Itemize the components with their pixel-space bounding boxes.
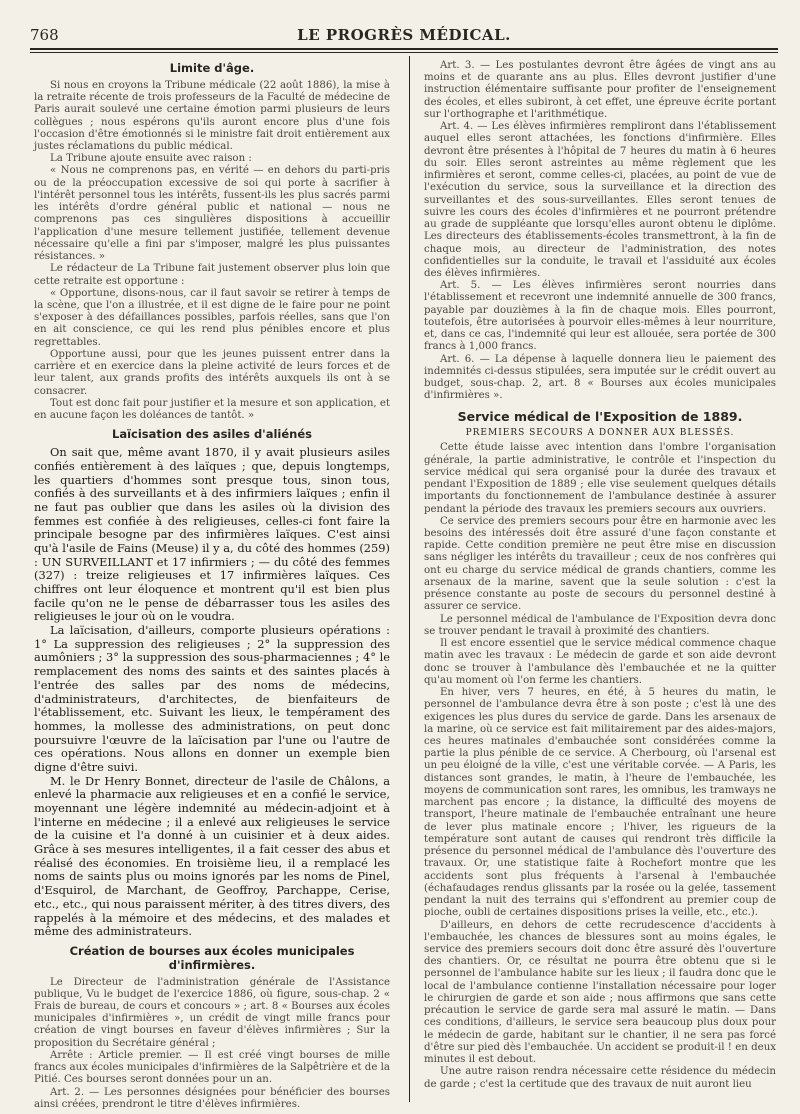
- right-column: [424, 60, 776, 1100]
- section-subtitle: PREMIERS SECOURS A DONNER AUX BLESSÉS.: [465, 427, 735, 438]
- paragraph: Il est encore essentiel que le service médical commence chaque matin avec les travaux : Le médecin de garde et son aide devront donc se trouver à l'ambulance dès l'embauchée et ne la quitter qu'au moment où l'on ferme les chantiers.: [424, 638, 776, 686]
- section-title-exposition: Service médical de l'Exposition de 1889.: [457, 408, 743, 424]
- column-divider: [409, 56, 410, 1102]
- paragraph: On sait que, même avant 1870, il y avait plusieurs asiles confiés entièrement à des laïques ; que, depuis longtemps, les quartiers d'hommes sont presque tous, sinon tous, confiés à des surveillants et à des infirmiers laïques ; enfin il ne faut pas oublier que dans les asiles où la division des femmes est confiée à des religieuses, celles-ci font faire la principale besogne par des infirmières laïques. C'est ainsi qu'à l'asile de Fains (Meuse) il y a, du côté des hommes (259) : UN SURVEILLANT et 17 infirmiers ; — du côté des femmes (327) : treize religieuses et 17 infirmières laïques. Ces chiffres ont leur éloquence et montrent qu'il est bien plus facile qu'on ne le pense de débarrasser tous les asiles des religieuses le jour où on le voudra.: [34, 445, 390, 624]
- paragraph: Une autre raison rendra nécessaire cette résidence du médecin de garde ; c'est la certitude que des travaux de nuit auront lieu: [424, 1066, 776, 1090]
- left-column: [34, 60, 390, 1110]
- paragraph: D'ailleurs, en dehors de cette recrudescence d'accidents à l'embauchée, les chances de blessures sont au moins égales, le service des premiers secours doit donc être assuré dès l'ouverture des chantiers. Or, ce résultat ne pourra être obtenu que si le personnel de l'ambulance habite sur les lieux ; il faudra donc que le local de l'ambulance contienne l'installation nécessaire pour loger le chirurgien de garde et son aide ; nous affirmons que sans cette précaution le service de garde sera mal assuré le matin. — Dans ces conditions, d'ailleurs, le service sera beaucoup plus doux pour le médecin de garde, habitant sur le chantier, il ne sera pas forcé d'être sur pied dès l'embauchée. Un accident se produit-il ! en deux minutes il est debout.: [424, 919, 776, 1066]
- paragraph: Cette étude laisse avec intention dans l'ombre l'organisation générale, la partie administrative, le contrôle et l'inspection du service médical qui sera organisé pour la durée des travaux et pendant l'Exposition de 1889 ; elle vise seulement quelques détails importants du fonctionnement de l'ambulance destinée à assurer pendant la période des travaux les premiers secours aux ouvriers.: [424, 442, 776, 515]
- section-title-laicisation: Laïcisation des asiles d'aliénés: [112, 427, 312, 442]
- section-title-bourses: Création de bourses aux écoles municipales d'infirmières.: [69, 943, 355, 972]
- paragraph: La Tribune ajoute ensuite avec raison :: [50, 153, 252, 165]
- paragraph: En hiver, vers 7 heures, en été, à 5 heures du matin, le personnel de l'ambulance devra être à son poste ; c'est là une des exigences les plus dures du service de garde. Dans les arsenaux de la marine, où ce service est fait militairement par des aides-majors, ces heures matinales d'embauchée sont considérées comme la partie la plus pénible de ce service. A Cherbourg, où l'arsenal est un peu éloigné de la ville, c'est une véritable corvée. — A Paris, les distances sont grandes, le matin, à l'heure de l'embauchée, les moyens de communication sont rares, les omnibus, les tramways ne marchent pas encore ; la distance, la difficulté des moyens de transport, l'heure matinale de l'embauchée entraînant une heure de lever plus matinale encore ; l'hiver, les rigueurs de la température sont autant de causes qui rendront très difficile la présence du personnel médical de l'ambulance dès l'ouverture des travaux. Or, une statistique faite à Rochefort montre que les accidents sont plus fréquents à l'arsenal à l'embauchée (échafaudages rendus glissants par la rosée ou la gelée, tassement pendant la nuit des terrains qui s'effondrent au premier coup de pioche, oubli de certaines dispositions prises la veille, etc., etc.).: [424, 687, 777, 919]
- paragraph: Arrête : Article premier. — Il est créé vingt bourses de mille francs aux écoles municipales d'infirmières de la Salpêtrière et de la Pitié. Ces bourses seront données pour un an.: [34, 1049, 390, 1086]
- quote-paragraph: « Opportune, disons-nous, car il faut savoir se retirer à temps de la scène, que l'on a illustrée, et il est digne de le faire pour ne point s'exposer à des défaillances possibles, parfois réelles, sans que l'on en ait conscience, ce qui les rend plus pénibles encore et plus regrettables.: [34, 287, 390, 348]
- quote-paragraph: « Nous ne comprenons pas, en vérité — en dehors du parti-pris ou de la préoccupation excessive de soi qui porte à sacrifier à l'intérêt personnel tous les intérêts, fussent-ils les plus sacrés parmi les intérêts d'ordre général public et national — nous ne comprenons pas ces singulières dispositions à accueillir l'application d'une mesure tellement justifiée, tellement devenue nécessaire qu'elle a fini par s'imposer, malgré les plus puissantes résistances. »: [34, 165, 390, 263]
- page-header: [30, 26, 778, 50]
- quote-paragraph: Tout est donc fait pour justifier et la mesure et son application, et en aucune façon les doléances de tantôt. »: [34, 397, 390, 422]
- article-paragraph: Art. 4. — Les élèves infirmières rempliront dans l'établissement auquel elles seront attachées, les fonctions d'infirmière. Elles devront être présentes à l'hôpital de 7 heures du matin à 6 heures du soir. Elles seront astreintes au même règlement que les infirmières et seront, comme celles-ci, placées, au point de vue de l'exécution du service, sous la surveillance et la direction des surveillantes et des sous-surveillantes. Elles seront tenues de suivre les cours des écoles d'infirmières et ne pourront prétendre au grade de suppléante que lorsqu'elles auront obtenu le diplôme. Les directeurs des établissements-écoles transmettront, à la fin de chaque mois, au directeur de l'administration, des notes confidentielles sur la conduite, le travail et l'assiduité aux écoles des élèves infirmières.: [424, 121, 776, 279]
- quote-paragraph: Opportune aussi, pour que les jeunes puissent entrer dans la carrière et en exercice dans la pleine activité de leurs forces et de leur talent, aux grands profits des intérêts auxquels ils ont à se consacrer.: [34, 348, 390, 397]
- paragraph: La laïcisation, d'ailleurs, comporte plusieurs opérations : 1° La suppression des religieuses ; 2° la suppression des aumôniers ; 3° la suppression des sous-pharmaciennes ; 4° le remplacement des noms des saints et des saintes placés à l'entrée des salles par des noms de médecins, d'administrateurs, d'architectes, de bienfaiteurs de l'établissement, etc. Suivant les lieux, le tempérament des hommes, la mollesse des administrations, on peut donc poursuivre l'œuvre de la laïcisation par l'une ou l'autre de ces opérations. Nous allons en donner un exemple bien digne d'être suivi.: [34, 623, 390, 774]
- article-paragraph: Art. 3. — Les postulantes devront être âgées de vingt ans au moins et de quarante ans au plus. Elles devront justifier d'une instruction élémentaire suffisante pour profiter de l'enseignement des écoles, et elles subiront, à cet effet, une épreuve écrite portant sur l'orthographe et l'arithmétique.: [424, 60, 776, 120]
- paragraph: Art. 2. — Les personnes désignées pour bénéficier des bourses ainsi créées, prendront le titre d'élèves infirmières.: [34, 1086, 390, 1110]
- paragraph: Si nous en croyons la Tribune médicale (22 août 1886), la mise à la retraite récente de trois professeurs de la Faculté de médecine de Paris aurait soulevé une certaine émotion parmi plusieurs de leurs collègues ; nous espérons qu'ils auront encore plus d'une fois l'occasion d'être émotionnés si le ministre fait droit entièrement aux justes réclamations du public médical.: [34, 79, 390, 152]
- journal-title: LE PROGRÈS MÉDICAL.: [297, 26, 511, 44]
- paragraph: Ce service des premiers secours pour être en harmonie avec les besoins des intéressés doit être assuré d'une façon constante et rapide. Cette condition première ne peut être mise en discussion sans négliger les intérêts du travailleur ; ceux de nos confrères qui ont eu charge du service médical de grands chantiers, comme les arsenaux de la marine, savent que la seule solution : c'est la présence constante au poste de secours du personnel destiné à assurer ce service.: [424, 515, 776, 613]
- paragraph: Le personnel médical de l'ambulance de l'Exposition devra donc se trouver pendant le travail à proximité des chantiers.: [424, 613, 776, 637]
- paragraph: M. le Dr Henry Bonnet, directeur de l'asile de Châlons, a enlevé la pharmacie aux religieuses et en a confié le service, moyennant une légère indemnité au médecin-adjoint et à l'interne en médecine ; il a enlevé aux religieuses le service de la cuisine et l'a donné à un cuisinier et à deux aides. Grâce à ses mesures intelligentes, il a fait cesser des abus et réalisé des économies. En troisième lieu, il a remplacé les noms de saints plus ou moins ignorés par les noms de Pinel, d'Esquirol, de Marchant, de Geoffroy, Parchappe, Cerise, etc., etc., qui nous paraissent mériter, à des titres divers, des rappelés à la mémoire et des médecins, et des malades et même des administrateurs.: [34, 773, 390, 939]
- section-title-age-limit: Limite d'âge.: [169, 61, 255, 75]
- article-paragraph: Art. 5. — Les élèves infirmières seront nourries dans l'établissement et recevront une indemnité annuelle de 300 francs, payable par douzièmes à la fin de chaque mois. Elles pourront, toutefois, être autorisées à pourvoir elles-mêmes à leur nourriture, et, dans ce cas, l'indemnité qui leur est allouée, sera portée de 300 francs à 1,000 francs.: [424, 280, 776, 353]
- paragraph: Le Directeur de l'administration générale de l'Assistance publique, Vu le budget de l'exercice 1886, où figure, sous-chap. 2 « Frais de bureau, de cours et concours » ; art. 8 « Bourses aux écoles municipales d'infirmières », un crédit de vingt mille francs pour création de vingt bourses en faveur d'élèves infirmières ; Sur la proposition du Secrétaire général ;: [34, 976, 390, 1049]
- paragraph: Le rédacteur de La Tribune fait justement observer plus loin que cette retraite est opportune :: [34, 263, 390, 287]
- article-paragraph: Art. 6. — La dépense à laquelle donnera lieu le paiement des indemnités ci-dessus stipulées, sera imputée sur le crédit ouvert au budget, sous-chap. 2, art. 8 « Bourses aux écoles municipales d'infirmières ».: [424, 353, 776, 402]
- page-number: 768: [30, 26, 59, 44]
